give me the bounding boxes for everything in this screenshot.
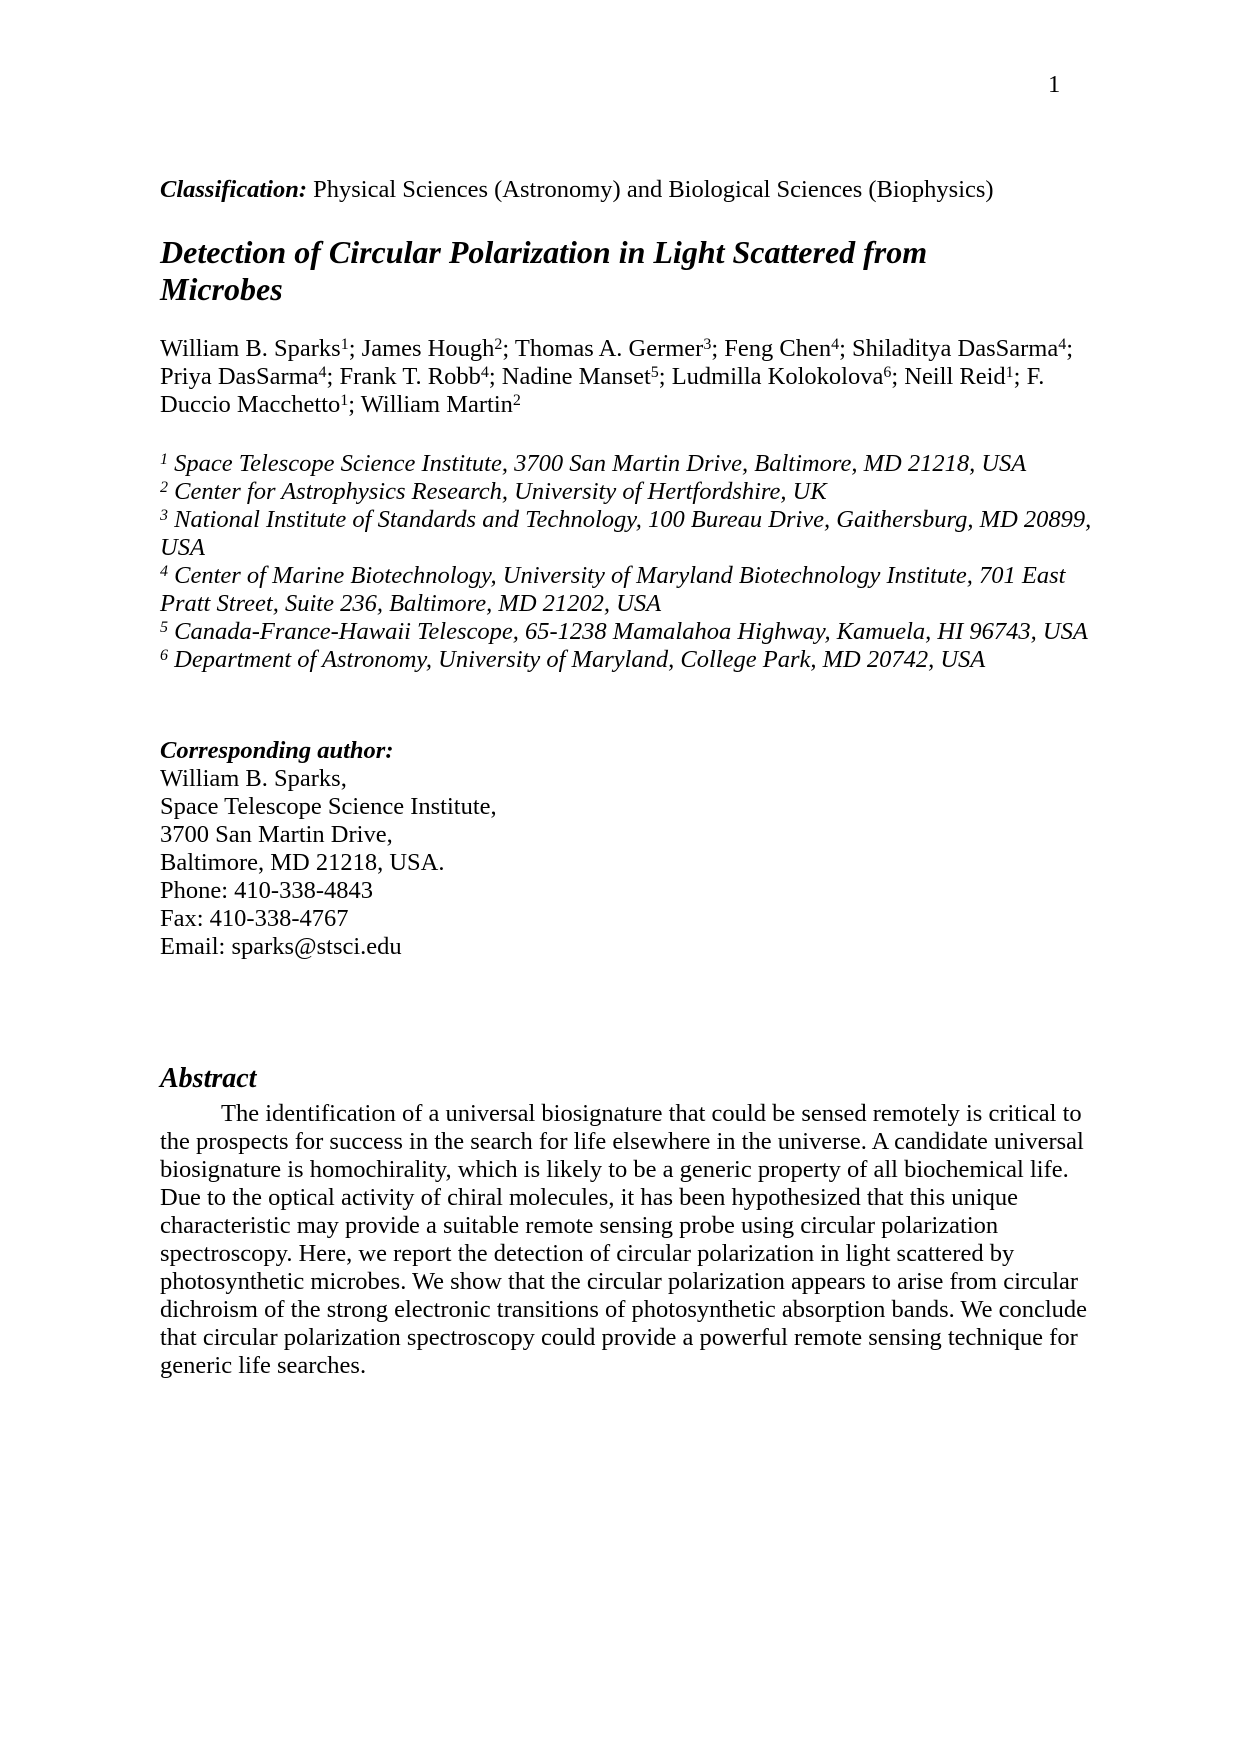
author-affiliation-ref: 1 <box>340 392 349 409</box>
affiliation-ref: 6 <box>160 647 168 664</box>
affiliation-item: $^5$ Canada-France-Hawaii Telescope, 65-1238 Mamalahoa Highway, Kamuela, HI 96743, USA <box>160 618 1088 645</box>
author-affiliation-ref: 4 <box>318 364 327 381</box>
author-name: Shiladitya DasSarma <box>852 335 1059 362</box>
affiliation-item: $^6$ Department of Astronomy, University of Maryland, College Park, MD 20742, USA <box>160 646 986 673</box>
affiliation-item: $^3$ National Institute of Standards and Technology, 100 Bureau Drive, Gaithersburg, MD 20899, USA <box>160 506 1092 561</box>
contact-line: Fax: 410-338-4767 <box>160 905 349 932</box>
classification-line <box>160 176 1100 204</box>
author-name: Frank T. Robb <box>339 363 481 390</box>
author-name: Neill Reid <box>904 363 1006 390</box>
author-affiliation-ref: 4 <box>831 336 840 353</box>
contact-line: William B. Sparks, <box>160 765 347 792</box>
abstract-heading: Abstract <box>160 1063 257 1094</box>
author-name: James Hough <box>361 335 495 362</box>
affiliation-ref: 2 <box>160 479 168 496</box>
corresponding-author-lines <box>160 765 1100 961</box>
author-name: Nadine Manset <box>501 363 651 390</box>
paper-title: Detection of Circular Polarization in Light Scattered from Microbes <box>160 234 928 307</box>
affiliation-item: $^2$ Center for Astrophysics Research, University of Hertfordshire, UK <box>160 478 827 505</box>
abstract-text: The identification of a universal biosignature that could be sensed remotely is critical to the prospects for success in the search for life elsewhere in the universe. A candidate universal biosignature is homochirality, which is likely to be a generic property of all biochemical life. Due to the optical activity of chiral molecules, it has been hypothesized that this unique characteristic may provide a suitable remote sensing probe using circular polarization spectroscopy. Here, we report the detection of circular polarization in light scattered by photosynthetic microbes. We show that the circular polarization appears to arise from circular dichroism of the strong electronic transitions of photosynthetic absorption bands. We conclude that circular polarization spectroscopy could provide a powerful remote sensing technique for generic life searches. <box>160 1100 1088 1379</box>
author-name: William B. Sparks <box>160 335 341 362</box>
author-affiliation-ref: 4 <box>1058 336 1067 353</box>
author-affiliation-ref: 6 <box>883 364 892 381</box>
affiliation-ref: 5 <box>160 619 168 636</box>
author-name: Thomas A. Germer <box>514 335 704 362</box>
author-affiliation-ref: 1 <box>1005 364 1014 381</box>
contact-line: Phone: 410-338-4843 <box>160 877 373 904</box>
contact-line: Space Telescope Science Institute, <box>160 793 497 820</box>
classification-label: Classification: <box>160 176 308 203</box>
affiliation-item: $^1$ Space Telescope Science Institute, 3700 San Martin Drive, Baltimore, MD 21218, USA <box>160 450 1027 477</box>
author-name: Feng Chen <box>724 335 832 362</box>
affiliation-ref: 4 <box>160 563 168 580</box>
author-name: Ludmilla Kolokolova <box>671 363 884 390</box>
contact-line: 3700 San Martin Drive, <box>160 821 393 848</box>
contact-line: Baltimore, MD 21218, USA. <box>160 849 445 876</box>
author-affiliation-ref: 2 <box>494 336 503 353</box>
affiliation-list <box>160 450 1100 674</box>
affiliation-item: $^4$ Center of Marine Biotechnology, University of Maryland Biotechnology Institute, 701 East Pratt Street, Suite 236, Baltimore, MD 21202, USA <box>160 562 1066 617</box>
author-list: William B. Sparks$^1$; James Hough$^2$; Thomas A. Germer$^3$; Feng Chen$^4$; Shiladitya DasSarma$^4$; Priya DasSarma$^4$; Frank T. Robb$^4$; Nadine Manset$^5$; Ludmilla Kolokolova$^6$; Neill Reid$^1$; F. Duccio Macchetto$^1$; William Martin$^2$ <box>160 335 1074 418</box>
affiliation-ref: 1 <box>160 451 168 468</box>
classification-value: Physical Sciences (Astronomy) and Biological Sciences (Biophysics) <box>313 176 994 203</box>
author-affiliation-ref: 1 <box>340 336 349 353</box>
page-number: 1 <box>1048 71 1061 98</box>
author-name: F. Duccio Macchetto <box>160 363 1045 418</box>
corresponding-author-heading: Corresponding author: <box>160 737 394 764</box>
author-affiliation-ref: 3 <box>703 336 712 353</box>
author-affiliation-ref: 2 <box>512 392 521 409</box>
affiliation-ref: 3 <box>160 507 168 524</box>
author-name: William Martin <box>360 391 513 418</box>
contact-line: Email: sparks@stsci.edu <box>160 933 402 960</box>
corresponding-author-block <box>160 737 1100 961</box>
author-affiliation-ref: 4 <box>480 364 489 381</box>
author-affiliation-ref: 5 <box>650 364 659 381</box>
author-name: Priya DasSarma <box>160 363 319 390</box>
